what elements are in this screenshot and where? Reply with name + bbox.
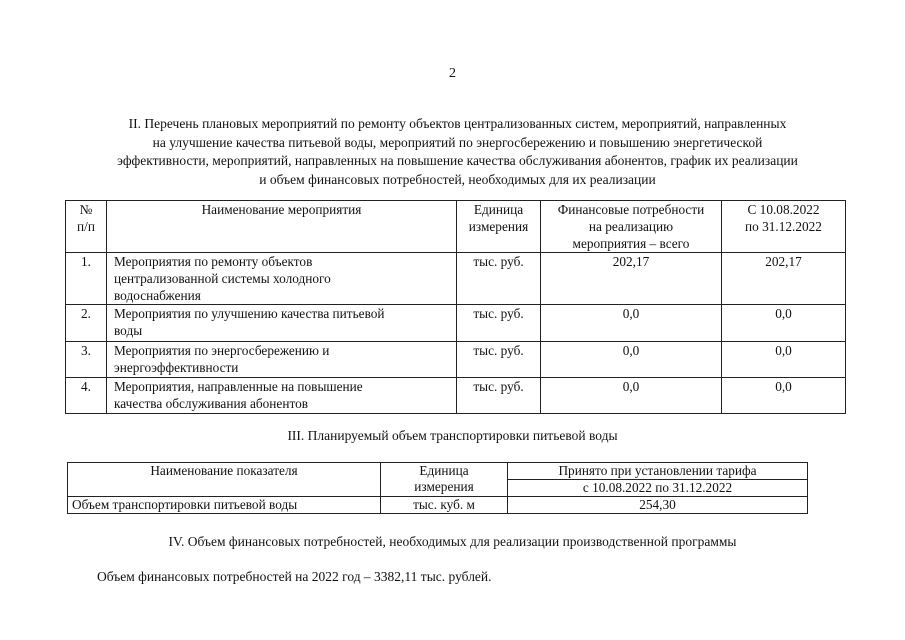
section-2-title-line: II. Перечень плановых мероприятий по ремонту объектов централизованных систем, мероприятий, направленных xyxy=(128,116,787,131)
row-name-line: качества обслуживания абонентов xyxy=(114,396,309,411)
row-period: 0,0 xyxy=(722,378,846,414)
row-finance: 0,0 xyxy=(541,342,722,378)
section-3-title: III. Планируемый объем транспортировки питьевой воды xyxy=(287,428,618,443)
row-name-line: Мероприятия по энергосбережению и xyxy=(114,343,330,358)
financial-needs-statement: Объем финансовых потребностей на 2022 год – 3382,11 тыс. рублей. xyxy=(97,569,492,584)
header-tariff-period: с 10.08.2022 по 31.12.2022 xyxy=(508,480,808,497)
row-finance: 202,17 xyxy=(541,253,722,305)
section-2-title-line: и объем финансовых потребностей, необходимых для их реализации xyxy=(259,171,656,187)
table-row xyxy=(68,497,808,514)
transport-volume-table xyxy=(67,462,808,514)
row-num: 1. xyxy=(66,253,107,305)
measures-table-header xyxy=(66,201,846,253)
row-unit: тыс. руб. xyxy=(457,378,541,414)
row-name-line: энергоэффективности xyxy=(114,360,239,375)
header-unit xyxy=(457,201,541,253)
header-unit xyxy=(381,463,508,497)
row-period: 0,0 xyxy=(722,305,846,342)
row-name-line: Мероприятия по улучшению качества питьевой xyxy=(114,306,385,321)
transport-table-header-row xyxy=(68,463,808,480)
row-unit: тыс. куб. м xyxy=(381,497,508,514)
header-num-line: № xyxy=(79,202,93,217)
page-number: 2 xyxy=(449,66,456,81)
section-4-title: IV. Объем финансовых потребностей, необходимых для реализации производственной программы xyxy=(168,534,737,549)
row-period: 202,17 xyxy=(722,253,846,305)
header-accepted-tariff: Принято при установлении тарифа xyxy=(508,463,808,480)
row-name xyxy=(107,342,457,378)
row-indicator-name: Объем транспортировки питьевой воды xyxy=(68,497,381,514)
header-name: Наименование мероприятия xyxy=(107,201,457,253)
row-finance: 0,0 xyxy=(541,305,722,342)
row-num: 2. xyxy=(66,305,107,342)
section-2-title-line: эффективности, мероприятий, направленных на повышение качества обслуживания абонентов, график их реализации xyxy=(117,153,798,168)
table-row xyxy=(66,378,846,414)
row-name-line: Мероприятия по ремонту объектов xyxy=(114,254,313,269)
header-finance xyxy=(541,201,722,253)
header-period-line: по 31.12.2022 xyxy=(745,219,822,234)
measures-table xyxy=(65,200,846,414)
header-unit-line: Единица xyxy=(473,202,524,217)
header-finance-line: мероприятия – всего xyxy=(572,236,690,251)
section-2-title-line: на улучшение качества питьевой воды, мероприятий по энергосбережению и повышению энергетической xyxy=(152,134,763,150)
row-name-line: воды xyxy=(114,323,143,338)
header-num xyxy=(66,201,107,253)
table-row xyxy=(66,342,846,378)
header-finance-line: Финансовые потребности xyxy=(557,202,705,217)
row-name xyxy=(107,253,457,305)
row-finance: 0,0 xyxy=(541,378,722,414)
header-num-line: п/п xyxy=(77,219,95,234)
header-indicator-name: Наименование показателя xyxy=(68,463,381,497)
row-name xyxy=(107,378,457,414)
header-unit-line: измерения xyxy=(414,479,474,494)
row-value: 254,30 xyxy=(508,497,808,514)
row-num: 3. xyxy=(66,342,107,378)
row-unit: тыс. руб. xyxy=(457,342,541,378)
header-unit-line: Единица xyxy=(419,463,469,478)
row-unit: тыс. руб. xyxy=(457,253,541,305)
row-unit: тыс. руб. xyxy=(457,305,541,342)
row-name xyxy=(107,305,457,342)
row-name-line: водоснабжения xyxy=(114,288,201,303)
table-row xyxy=(66,253,846,305)
row-period: 0,0 xyxy=(722,342,846,378)
table-row xyxy=(66,305,846,342)
section-2-title xyxy=(70,115,845,189)
header-period-line: С 10.08.2022 xyxy=(747,202,820,217)
row-name-line: централизованной системы холодного xyxy=(114,271,331,286)
row-num: 4. xyxy=(66,378,107,414)
row-name-line: Мероприятия, направленные на повышение xyxy=(114,379,363,394)
header-unit-line: измерения xyxy=(468,219,529,234)
header-period xyxy=(722,201,846,253)
header-finance-line: на реализацию xyxy=(588,219,674,234)
